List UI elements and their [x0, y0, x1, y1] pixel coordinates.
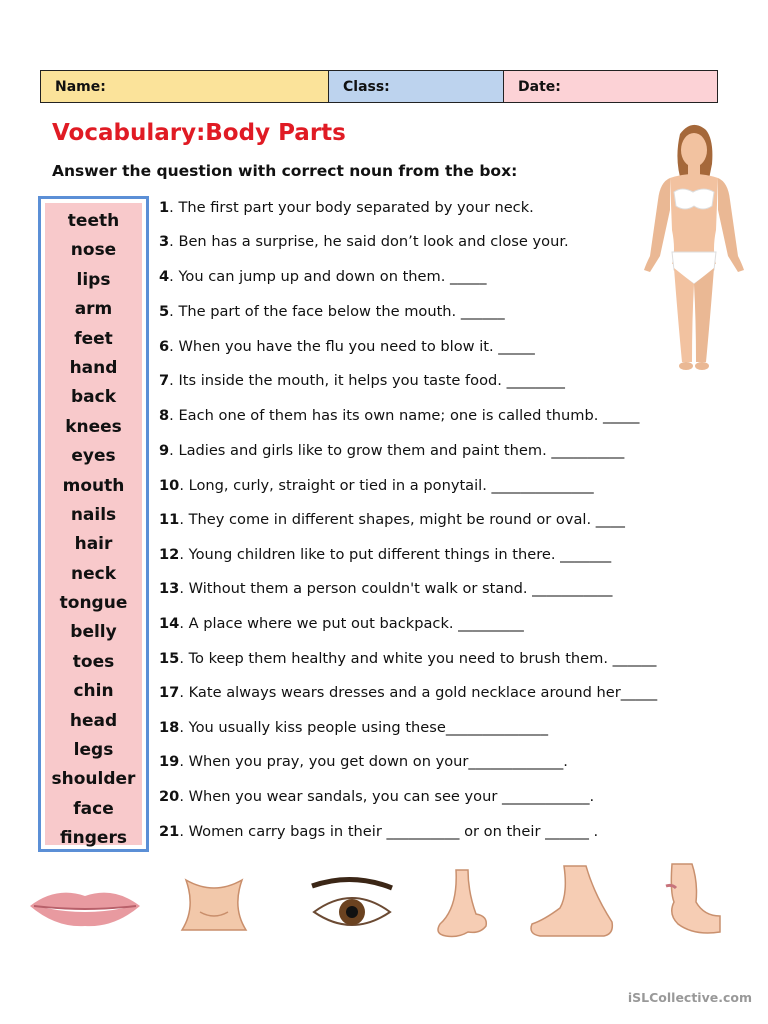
question-number: 5	[159, 303, 170, 320]
question-number: 17	[159, 684, 180, 701]
question-number: 1	[159, 199, 170, 216]
site-watermark: iSLCollective.com	[627, 990, 752, 1005]
question-item	[159, 477, 594, 494]
question-text: When you pray, you get down on your_____________.	[188, 753, 568, 770]
question-text: Without them a person couldn't walk or stand. ___________	[188, 580, 613, 597]
question-number: 4	[159, 268, 170, 285]
question-number-dot: .	[169, 303, 179, 320]
question-number-dot: .	[169, 442, 179, 459]
foot-picture	[524, 864, 618, 944]
word-item: fingers	[60, 828, 127, 849]
question-number-dot: .	[169, 233, 179, 250]
question-item	[159, 511, 625, 528]
word-item: hair	[74, 534, 113, 555]
nose-picture	[428, 868, 494, 944]
name-label: Name:	[55, 78, 106, 95]
question-number-dot: .	[179, 580, 189, 597]
word-item: eyes	[71, 446, 116, 467]
question-number-dot: .	[179, 477, 189, 494]
question-text: Young children like to put different things in there. _______	[188, 546, 612, 563]
class-label: Class:	[343, 78, 390, 95]
question-number: 8	[159, 407, 170, 424]
question-number-dot: .	[169, 407, 179, 424]
question-number: 12	[159, 546, 180, 563]
worksheet-title: Vocabulary:Body Parts	[52, 120, 346, 146]
word-item: toes	[72, 651, 115, 672]
question-number-dot: .	[179, 684, 189, 701]
word-item: teeth	[67, 211, 120, 231]
question-item	[159, 233, 569, 250]
question-text: Ben has a surprise, he said don’t look and close your.	[178, 233, 569, 250]
word-item: back	[70, 387, 117, 408]
question-text: You can jump up and down on them. _____	[178, 268, 487, 285]
question-item	[159, 338, 535, 355]
question-item	[159, 615, 524, 632]
question-text: To keep them healthy and white you need to brush them. ______	[188, 650, 657, 667]
word-item: neck	[70, 563, 116, 584]
question-text: Long, curly, straight or tied in a ponytail. ______________	[188, 477, 594, 494]
question-text: When you wear sandals, you can see your ____________.	[188, 788, 595, 805]
word-box	[38, 196, 149, 852]
word-item: shoulder	[51, 769, 136, 790]
word-item: feet	[74, 328, 113, 349]
question-text: Ladies and girls like to grow them and paint them. __________	[178, 442, 625, 459]
word-item: legs	[73, 740, 114, 761]
name-field[interactable]	[41, 71, 329, 102]
question-number-dot: .	[169, 199, 179, 216]
word-item: mouth	[62, 475, 125, 496]
question-number: 3	[159, 233, 170, 250]
lips-picture	[26, 882, 144, 932]
question-number-dot: .	[179, 719, 189, 736]
woman-body-illustration	[636, 120, 752, 376]
question-number: 13	[159, 580, 180, 597]
date-label: Date:	[518, 78, 561, 95]
eye-picture	[308, 876, 396, 940]
question-number-dot: .	[169, 338, 179, 355]
question-item	[159, 650, 656, 667]
question-item	[159, 442, 624, 459]
question-item	[159, 199, 534, 216]
question-number-dot: .	[179, 615, 189, 632]
question-item	[159, 719, 548, 736]
word-item: chin	[73, 681, 114, 702]
word-item: face	[73, 798, 114, 819]
question-number: 9	[159, 442, 170, 459]
question-item	[159, 684, 657, 701]
question-number-dot: .	[179, 511, 189, 528]
question-text: The part of the face below the mouth. ______	[178, 303, 505, 320]
question-number: 18	[159, 719, 180, 736]
question-text: A place where we put out backpack. _________	[188, 615, 524, 632]
question-item	[159, 546, 611, 563]
question-number: 15	[159, 650, 180, 667]
question-item	[159, 823, 598, 840]
word-item: belly	[70, 622, 117, 643]
neck-picture	[172, 878, 256, 938]
question-number-dot: .	[179, 753, 189, 770]
question-number: 10	[159, 477, 180, 494]
question-number: 21	[159, 823, 180, 840]
question-text: Each one of them has its own name; one is called thumb. _____	[178, 407, 640, 424]
question-text: Women carry bags in their __________ or on their ______ .	[188, 823, 599, 840]
word-item: hand	[69, 357, 118, 378]
question-number: 11	[159, 511, 180, 528]
question-text: When you have the flu you need to blow it. _____	[178, 338, 535, 355]
question-number: 19	[159, 753, 180, 770]
question-number: 14	[159, 615, 180, 632]
instruction-text: Answer the question with correct noun from the box:	[52, 162, 518, 180]
question-item	[159, 268, 487, 285]
question-text: Its inside the mouth, it helps you taste food. ________	[178, 372, 565, 389]
question-text: The first part your body separated by your neck.	[178, 199, 534, 216]
question-text: They come in different shapes, might be round or oval. ____	[188, 511, 625, 528]
word-list	[45, 203, 142, 849]
question-number: 7	[159, 372, 170, 389]
question-text: Kate always wears dresses and a gold necklace around her_____	[188, 684, 658, 701]
word-item: nails	[70, 504, 117, 525]
class-field[interactable]	[329, 71, 504, 102]
word-item: arm	[74, 299, 113, 320]
question-number: 6	[159, 338, 170, 355]
question-item	[159, 788, 594, 805]
word-item: knees	[65, 416, 122, 437]
question-number-dot: .	[179, 546, 189, 563]
question-item	[159, 372, 565, 389]
word-item: nose	[70, 240, 117, 261]
question-number-dot: .	[169, 268, 179, 285]
chin-picture	[652, 862, 724, 942]
question-number-dot: .	[169, 372, 179, 389]
question-number-dot: .	[179, 788, 189, 805]
question-item	[159, 580, 612, 597]
question-number-dot: .	[179, 650, 189, 667]
question-item	[159, 753, 568, 770]
word-item: tongue	[59, 593, 128, 614]
word-item: head	[69, 710, 118, 731]
header-bar	[40, 70, 718, 103]
date-field[interactable]	[504, 71, 717, 102]
question-item	[159, 407, 639, 424]
question-text: You usually kiss people using these______________	[188, 719, 549, 736]
question-item	[159, 303, 505, 320]
word-item: lips	[76, 269, 111, 290]
question-number: 20	[159, 788, 180, 805]
question-number-dot: .	[179, 823, 189, 840]
pictures-row	[0, 860, 768, 950]
